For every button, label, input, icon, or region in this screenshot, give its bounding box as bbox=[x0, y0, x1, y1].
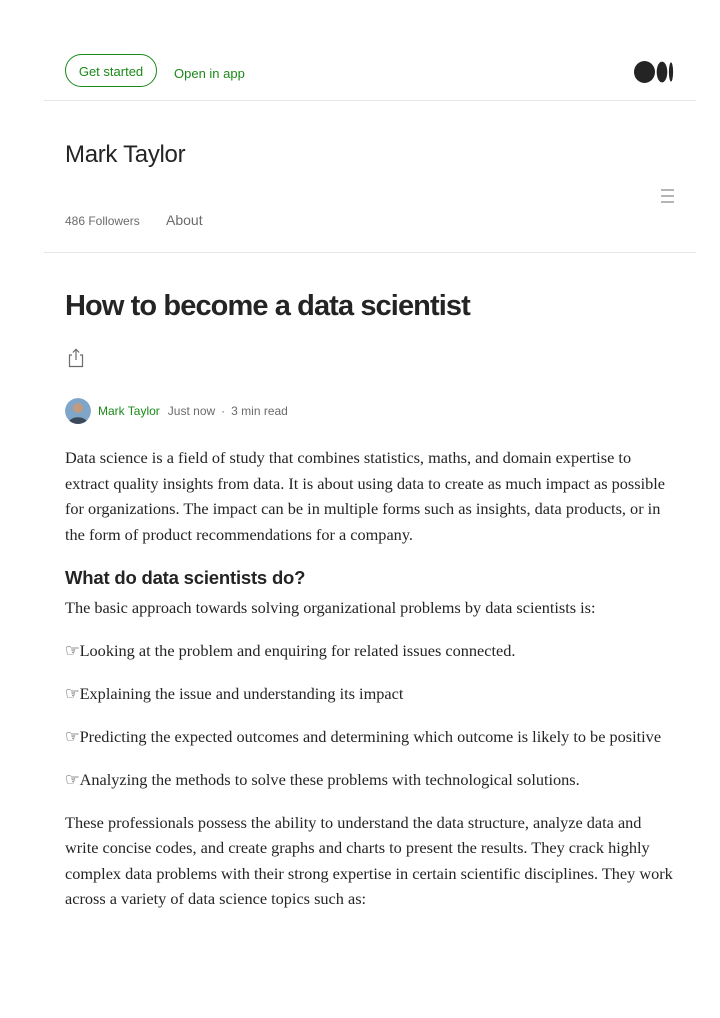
medium-logo-icon[interactable] bbox=[634, 61, 674, 83]
read-time: 3 min read bbox=[231, 404, 288, 418]
closing-paragraph: These professionals possess the ability to understand the data structure, analyze data and write concise codes, and create graphs and charts to present the results. They crack highly complex data problems with their strong expertise in certain scientific disciplines. They work across a variety of data science topics such as: bbox=[65, 812, 673, 908]
intro-paragraph: Data science is a field of study that combines statistics, maths, and domain expertise to extract quality insights from data. It is about using data to create as much impact as possible for organizations. The impact can be in multiple forms such as insights, data products, or in the form of product recommendations for a company. bbox=[65, 448, 665, 544]
article-meta bbox=[65, 398, 288, 424]
followers-count[interactable]: 486 Followers bbox=[65, 214, 140, 228]
article-title: How to become a data scientist bbox=[65, 290, 470, 322]
top-bar bbox=[44, 0, 696, 101]
open-in-app-link[interactable]: Open in app bbox=[174, 66, 245, 81]
section-heading: What do data scientists do? bbox=[65, 567, 306, 588]
profile-header bbox=[44, 101, 696, 253]
meta-separator: · bbox=[221, 404, 226, 418]
bullet-paragraph-1: ☞Looking at the problem and enquiring for related issues connected. bbox=[65, 640, 516, 660]
bullet-paragraph-2: ☞Explaining the issue and understanding its impact bbox=[65, 683, 404, 703]
article-body bbox=[65, 445, 677, 912]
publish-time: Just now bbox=[167, 404, 216, 418]
hamburger-menu-icon[interactable] bbox=[661, 189, 674, 203]
author-link[interactable]: Mark Taylor bbox=[98, 404, 160, 418]
share-icon[interactable] bbox=[67, 348, 85, 368]
get-started-button[interactable]: Get started bbox=[65, 54, 157, 87]
profile-name[interactable]: Mark Taylor bbox=[65, 141, 186, 168]
bullet-paragraph-3: ☞Predicting the expected outcomes and determining which outcome is likely to be positive bbox=[65, 726, 662, 746]
bullet-paragraph-4: ☞Analyzing the methods to solve these problems with technological solutions. bbox=[65, 769, 580, 789]
approach-paragraph: The basic approach towards solving organizational problems by data scientists is: bbox=[65, 597, 596, 617]
about-tab[interactable]: About bbox=[166, 212, 203, 228]
avatar[interactable] bbox=[65, 398, 91, 424]
